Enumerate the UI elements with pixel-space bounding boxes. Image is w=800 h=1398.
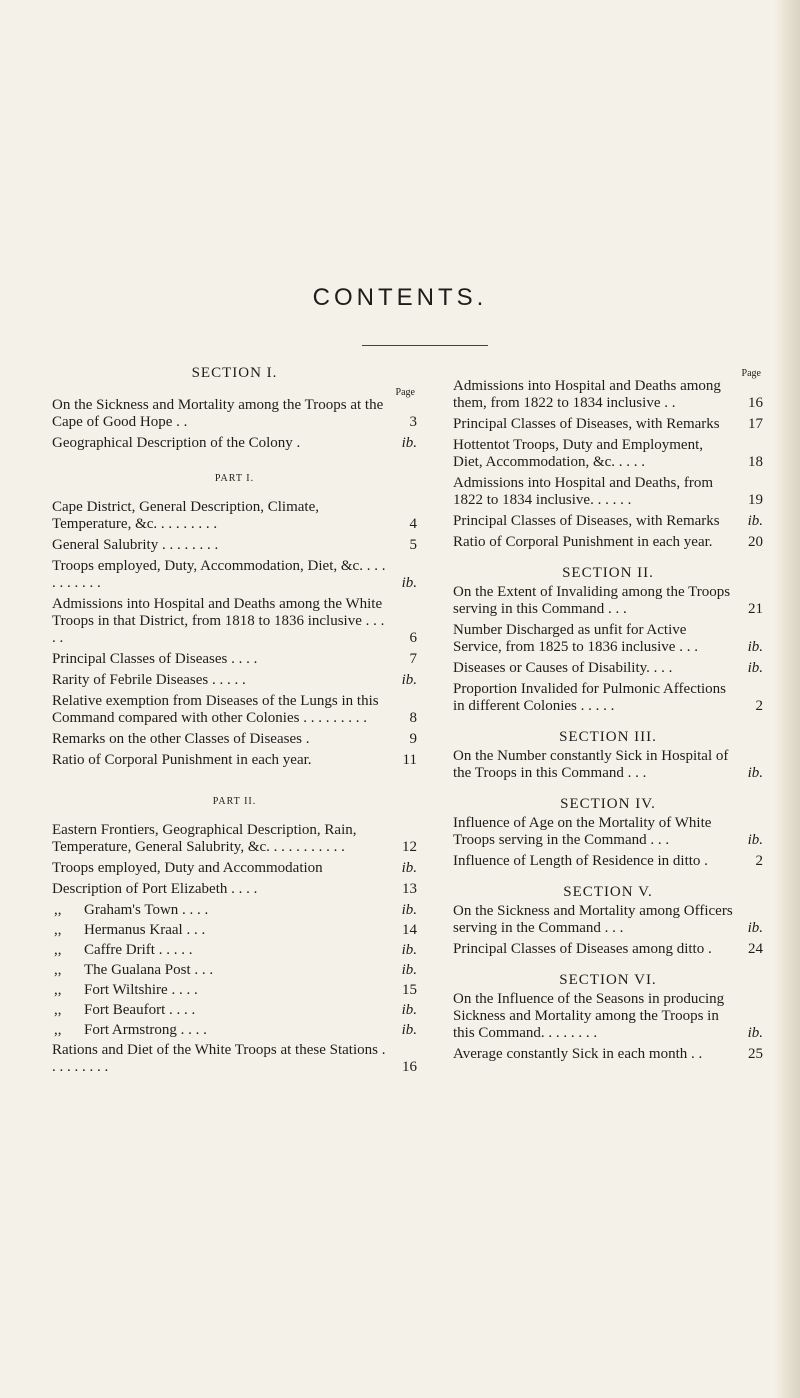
entry-group: [453, 584, 763, 715]
toc-entry: [453, 416, 763, 433]
entry-group: [52, 1042, 417, 1076]
toc-entry-page: ib.: [747, 1025, 763, 1041]
section-heading: SECTION V.: [563, 884, 653, 900]
page-column-label: Page: [395, 387, 415, 398]
toc-entry-page: ib.: [401, 435, 417, 451]
entry-group: [453, 815, 763, 870]
ditto-mark: ,,: [54, 942, 62, 958]
toc-entry-title: Geographical Description of the Colony .: [52, 435, 301, 451]
toc-entry-page: ib.: [401, 1002, 417, 1018]
toc-entry-title: Caffre Drift . . . . .: [84, 942, 193, 958]
toc-entry-page: 6: [409, 630, 417, 646]
toc-entry-page: 20: [748, 534, 763, 550]
toc-entry-title: Average constantly Sick in each month . .: [453, 1046, 703, 1062]
toc-entry-page: 17: [748, 416, 763, 432]
ditto-mark: ,,: [54, 982, 62, 998]
toc-entry: [52, 499, 417, 533]
toc-entry: [52, 537, 417, 554]
toc-entry-page: 12: [402, 839, 417, 855]
toc-entry-title: Relative exemption from Diseases of the Lungs in this Command compared with other Colonies . . . . . . . . .: [52, 693, 379, 726]
toc-entry-page: ib.: [401, 575, 417, 591]
toc-entry-page: 16: [748, 395, 763, 411]
toc-entry-title: Principal Classes of Diseases, with Remarks: [453, 513, 720, 529]
toc-entry-title: Principal Classes of Diseases . . . .: [52, 651, 258, 667]
toc-entry: [52, 558, 417, 592]
toc-entry-title: On the Sickness and Mortality among the Troops at the Cape of Good Hope . .: [52, 397, 384, 430]
toc-entry: [453, 748, 763, 782]
toc-entry-page: ib.: [401, 962, 417, 978]
toc-entry: [453, 681, 763, 715]
toc-sub-entry: [52, 922, 417, 939]
toc-entry-title: Fort Wiltshire . . . .: [84, 982, 198, 998]
toc-entry-title: Diseases or Causes of Disability. . . .: [453, 660, 673, 676]
toc-entry-title: On the Influence of the Seasons in producing Sickness and Mortality among the Troops in this Command. . . . . . . .: [453, 991, 725, 1041]
toc-entry-page: 2: [755, 853, 763, 869]
toc-entry-title: On the Number constantly Sick in Hospital of the Troops in this Command . . .: [453, 748, 729, 781]
toc-entry: [453, 534, 763, 551]
ditto-mark: ,,: [54, 922, 62, 938]
toc-entry-title: General Salubrity . . . . . . . .: [52, 537, 219, 553]
toc-entry-title: Principal Classes of Diseases, with Remarks: [453, 416, 720, 432]
toc-sub-entry: [52, 982, 417, 999]
toc-entry-page: 16: [402, 1059, 417, 1075]
toc-entry-page: ib.: [401, 1022, 417, 1038]
sub-entry-group: [52, 902, 417, 1039]
entry-group: [52, 822, 417, 898]
entry-group: [453, 378, 763, 551]
toc-entry-page: 9: [409, 731, 417, 747]
section-heading: SECTION I.: [191, 365, 278, 381]
toc-entry-page: ib.: [401, 902, 417, 918]
page-title: CONTENTS.: [312, 284, 488, 311]
toc-entry: [52, 752, 417, 769]
toc-entry-title: Troops employed, Duty and Accommodation: [52, 860, 323, 876]
toc-entry-title: Ratio of Corporal Punishment in each year.: [52, 752, 312, 768]
part-heading: PART I.: [214, 473, 255, 484]
toc-entry-title: Description of Port Elizabeth . . . .: [52, 881, 258, 897]
toc-entry-page: ib.: [401, 942, 417, 958]
toc-entry-title: On the Extent of Invaliding among the Troops serving in this Command . . .: [453, 584, 731, 617]
entry-group: [52, 499, 417, 769]
right-column: [453, 365, 763, 1067]
toc-sub-entry: [52, 902, 417, 919]
toc-entry-title: Influence of Age on the Mortality of White Troops serving in the Command . . .: [453, 815, 712, 848]
toc-entry-title: Cape District, General Description, Climate, Temperature, &c. . . . . . . . .: [52, 499, 320, 532]
toc-entry: [453, 660, 763, 677]
toc-entry: [453, 941, 763, 958]
ditto-mark: ,,: [54, 902, 62, 918]
toc-entry-title: Influence of Length of Residence in ditto .: [453, 853, 708, 869]
page-column-label: Page: [741, 368, 761, 379]
toc-entry: [52, 881, 417, 898]
toc-entry-title: Admissions into Hospital and Deaths, from 1822 to 1834 inclusive. . . . . .: [453, 475, 713, 508]
toc-entry: [453, 622, 763, 656]
section-heading: SECTION IV.: [560, 796, 656, 812]
left-column: [52, 365, 417, 1080]
toc-entry: [453, 475, 763, 509]
toc-entry-page: 13: [402, 881, 417, 897]
toc-entry-page: 3: [409, 414, 417, 430]
toc-entry-title: Ratio of Corporal Punishment in each year.: [453, 534, 713, 550]
toc-entry: [453, 437, 763, 471]
toc-entry-title: Principal Classes of Diseases among ditto .: [453, 941, 712, 957]
section-heading: SECTION II.: [562, 565, 654, 581]
toc-entry-page: 4: [409, 516, 417, 532]
toc-entry: [453, 853, 763, 870]
section-heading: SECTION III.: [559, 729, 657, 745]
toc-entry-page: 11: [402, 752, 417, 768]
toc-entry-page: ib.: [401, 860, 417, 876]
toc-entry-title: Admissions into Hospital and Deaths among the White Troops in that District, from 1818 to 1836 inclusive . . . . .: [52, 596, 385, 646]
toc-entry-page: 8: [409, 710, 417, 726]
toc-entry-title: Eastern Frontiers, Geographical Description, Rain, Temperature, General Salubrity, &c. . . . . . . . . . .: [52, 822, 357, 855]
toc-entry-page: 5: [409, 537, 417, 553]
toc-entry-title: Graham's Town . . . .: [84, 902, 209, 918]
entry-group: [453, 903, 763, 958]
entry-group: [453, 991, 763, 1063]
toc-entry: [52, 435, 417, 452]
toc-entry: [52, 1042, 417, 1076]
toc-entry-title: Hermanus Kraal . . .: [84, 922, 206, 938]
ditto-mark: ,,: [54, 962, 62, 978]
toc-entry-page: 2: [755, 698, 763, 714]
toc-entry: [453, 584, 763, 618]
toc-entry: [52, 651, 417, 668]
toc-entry-page: 18: [748, 454, 763, 470]
toc-sub-entry: [52, 1022, 417, 1039]
section-heading: SECTION VI.: [559, 972, 657, 988]
entry-group: [453, 748, 763, 782]
toc-entry-title: Rations and Diet of the White Troops at these Stations . . . . . . . . .: [52, 1042, 386, 1075]
entry-group: [52, 397, 417, 452]
toc-entry: [52, 860, 417, 877]
toc-entry-page: 14: [402, 922, 417, 938]
toc-entry: [453, 513, 763, 530]
toc-entry-page: 24: [748, 941, 763, 957]
title-rule: [362, 345, 488, 346]
toc-entry-page: ib.: [747, 832, 763, 848]
toc-entry-page: ib.: [747, 639, 763, 655]
toc-entry-title: Proportion Invalided for Pulmonic Affections in different Colonies . . . . .: [453, 681, 727, 714]
toc-sub-entry: [52, 962, 417, 979]
toc-entry: [453, 991, 763, 1042]
toc-sub-entry: [52, 1002, 417, 1019]
toc-entry-page: ib.: [747, 920, 763, 936]
toc-entry-title: Remarks on the other Classes of Diseases .: [52, 731, 310, 747]
toc-entry-title: Number Discharged as unfit for Active Service, from 1825 to 1836 inclusive . . .: [453, 622, 698, 655]
toc-entry-title: Fort Beaufort . . . .: [84, 1002, 196, 1018]
toc-entry-title: Admissions into Hospital and Deaths among them, from 1822 to 1834 inclusive . .: [453, 378, 721, 411]
toc-entry: [52, 596, 417, 647]
toc-entry-title: Hottentot Troops, Duty and Employment, Diet, Accommodation, &c. . . . .: [453, 437, 704, 470]
toc-entry: [52, 731, 417, 748]
toc-entry-title: On the Sickness and Mortality among Officers serving in the Command . . .: [453, 903, 733, 936]
toc-entry-page: 19: [748, 492, 763, 508]
ditto-mark: ,,: [54, 1002, 62, 1018]
toc-entry-page: 7: [409, 651, 417, 667]
toc-entry-page: 15: [402, 982, 417, 998]
toc-entry-title: Fort Armstrong . . . .: [84, 1022, 207, 1038]
toc-entry: [52, 822, 417, 856]
toc-sub-entry: [52, 942, 417, 959]
part-heading: PART II.: [212, 796, 257, 807]
ditto-mark: ,,: [54, 1022, 62, 1038]
toc-entry: [453, 815, 763, 849]
toc-entry-title: The Gualana Post . . .: [84, 962, 214, 978]
toc-entry-page: ib.: [401, 672, 417, 688]
toc-entry-page: ib.: [747, 765, 763, 781]
toc-entry: [453, 1046, 763, 1063]
toc-entry: [52, 397, 417, 431]
toc-entry-title: Troops employed, Duty, Accommodation, Diet, &c. . . . . . . . . . .: [52, 558, 386, 591]
toc-entry-page: 25: [748, 1046, 763, 1062]
toc-entry-title: Rarity of Febrile Diseases . . . . .: [52, 672, 246, 688]
toc-entry-page: ib.: [747, 660, 763, 676]
toc-entry: [52, 672, 417, 689]
toc-entry: [453, 378, 763, 412]
page-edge: [774, 0, 800, 1398]
toc-entry: [52, 693, 417, 727]
toc-entry-page: 21: [748, 601, 763, 617]
toc-entry: [453, 903, 763, 937]
toc-entry-page: ib.: [747, 513, 763, 529]
